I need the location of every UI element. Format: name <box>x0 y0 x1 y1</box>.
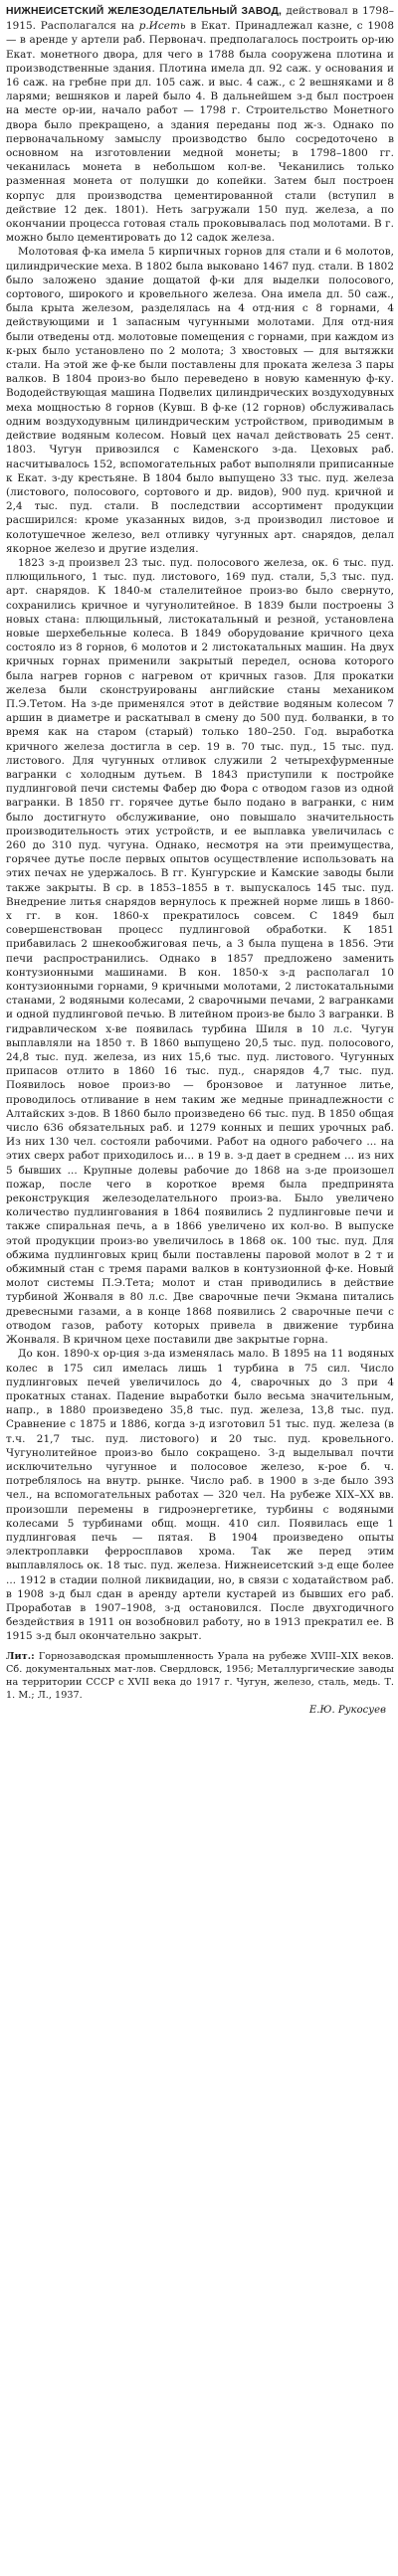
literature-text: Горнозаводская промышленность Урала на рубеже XVIII–XIX веков. Сб. документальных мат-лов. Свердловск, 1956; Металлургические заводы на территории СССР с XVII века до 1917 г. Чугун, железо, сталь, медь. Т. 1. М.; Л., 1937. <box>6 1650 394 1701</box>
article-author: Е.Ю. Рукосуев <box>308 1704 386 1716</box>
body-paragraph-4: До кон. 1890-х ор-ция з-да изменялась мало. В 1895 на 11 водяных колес в 175 сил имелась лишь 1 турбина в 75 сил. Число пудлинговых печей увеличилось до 4, сварочных до 3 при 4 прокатных станах. Падение выработки было весьма значительным, напр., в 1880 произведено 35,8 тыс. пуд. железа, 13,8 тыс. пуд. Сравнение с 1875 и 1886, когда з-д изготовил 51 тыс. пуд. железа (в т.ч. 21,7 тыс. пуд. листового) и 20 тыс. пуд. кровельного. Чугунолитейное произ-во было сокращено. З-д выделывал почти исключительно чугунное и полосовое железо, к-рое б. ч. потреблялось на внутр. рынке. Число раб. в 1900 в з-де было 393 чел., на вспомогательных работах — 320 чел. На рубеже XIX–XX вв. произошли перемены в гидроэнергетике, турбины с водяными колесами 5 турбинами общ. мощн. 410 сил. Появилась еще 1 пудлинговая печь — пятая. В 1904 произведено опыты электроплавки ферросплавов хрома. Так же перед этим выплавлялось ок. 18 тыс. пуд. железа. Нижнеисетский з-д еще более ... 1912 в стадии полной ликвидации, но, в связи с ходатайством раб. в 1908 з-д был сдан в аренду артели кустарей из бывших его раб. Проработав в 1907–1908, з-д остановился. После двухгодичного бездействия в 1911 он возобновил работу, но в 1913 прекратил ее. В 1915 з-д был окончательно закрыт. <box>6 1348 394 1643</box>
literature-block <box>6 1650 394 1702</box>
body-paragraph-2: Молотовая ф-ка имела 5 кирпичных горнов для стали и 6 молотов, цилиндрические меха. В 1802 была выковано 1467 пуд. стали. В 1802 было заложено здание дощатой ф-ки для выделки полосового, сортового, широкого и кровельного железа. Она имела дл. 50 саж., была крыта железом, разделялась на 4 отд-ния с 8 горнами, 4 действующими и 1 запасным чугунными молотами. Для отд-ния были отведены отд. молотовые помещения с горнами, при каждом из к-рых было установлено по 2 молота; 3 хвостовых — для вытяжки стали. На этой же ф-ке были поставлены для проката железа 3 пары валков. В 1804 произ-во было переведено в новую каменную ф-ку. Вододействующая машина Подвелих цилиндрических воздуходувных меха мощностью 8 горнов (Кувш. В ф-ке (12 горнов) обслуживалась одним воздуходувным цилиндрическим устройством, приводимым в действие водяным колесом. Новый цех начал действовать 25 сент. 1803. Чугун привозился с Каменского з-да. Цеховых раб. насчитывалось 152, вспомогательных работ выполняли приписанные к Екат. з-ду крестьяне. В 1804 было выпущено 33 тыс. пуд. железа (листового, полосового, сортового и др. видов), 900 пуд. кричной и 2,4 тыс. пуд. стали. В последствии ассортимент продукции расширился: кроме указанных видов, з-д производил листовое и колотушечное железо, вел отливку чугунных арт. снарядов, делал якорное железо и другие изделия. <box>6 246 394 555</box>
article-title: НИЖНЕИСЕТСКИЙ ЖЕЛЕЗОДЕЛАТЕЛЬНЫЙ ЗАВОД, <box>6 6 283 17</box>
intro-paragraph <box>6 4 394 245</box>
body-paragraph-3: 1823 з-д произвел 23 тыс. пуд. полосового железа, ок. 6 тыс. пуд. плющильного, 1 тыс. пуд. листового, 169 пуд. стали, 5,3 тыс. пуд. арт. снарядов. К 1840-м сталелитейное произ-во было свернуто, сохранились кричное и чугунолитейное. В 1839 были построены 3 новых стана: плющильный, листокатальный и резной, установлена новые шерхебельные колеса. В 1849 оборудование кричного цеха состояло из 8 горнов, 6 молотов и 2 листокатальных машин. На двух кричных горнах применили закрытый передел, основа которого была нагрев горнов с нагревом от кричных газов. Для прокатки железа были сконструированы английские станы механиком П.Э.Тетом. На з-де применялся этот в действие водяным колесом 7 аршин в диаметре и раскатывал в смену до 500 пуд. болванки, в то время как на старом (старый) только 180–250. Год. выработка кричного железа достигла в сер. 19 в. 70 тыс. пуд., 15 тыс. пуд. листового. Для чугунных отливок служили 2 четырехфурменные вагранки с холодным дутьем. В 1843 приступили к постройке пудлинговой печи системы Фабер дю Фора с отводом газов из одной вагранки. В 1850 гг. горячее дутье было подано в вагранки, с ним было достигнуто обслуживание, оно повышало значительность производительность этих устройств, и ее выплавка увеличилась с 260 до 310 пуд. чугуна. Однако, несмотря на эти преимущества, горячее дутье после первых опытов осуществление использовать на этих печах не удержалось. В гг. Кунгурские и Камские заводы были также закрыты. В ср. в 1853–1855 в т. выпускалось 145 тыс. пуд. Внедрение литья снарядов вернулось к прежней норме лишь в 1860-х гг. в кон. 1860-х прекратилось совсем. С 1849 был совершенствован процесс пудлинговой обработки. К 1851 прибавилась 2 шнекообжиговая печь, а 3 была пущена в 1856. Эти печи распространились. Однако в 1857 предложено заменить контузионными машинами. В кон. 1850-х з-д располагал 10 контузионными горнами, 9 кричными молотами, 2 листокатальными станами, 2 водяными колесами, 2 сварочными печами, 2 вагранками и одной пудлинговой печью. В литейном произ-ве было 3 вагранки. В гидравлическом х-ве появилась турбина Шиля в 10 л.с. Чугун выплавляли на 1850 т. В 1860 выпущено 20,5 тыс. пуд. полосового, 24,8 тыс. пуд. железа, из них 15,6 тыс. пуд. листового. Чугунных припасов отлито в 1860 16 тыс. пуд., снарядов 4,7 тыс. пуд. Появилось новое произ-во — бронзовое и латунное литье, проводилось отливание в нем таким же медные принадлежности с Алтайских з-дов. В 1860 было произведено 66 тыс. пуд. В 1850 общая число 636 обязательных раб. и 1279 конных и пеших урочных раб. Из них 130 чел. состояли рабочими. Работ на одного рабочего ... на этих сверх работ приходилось и... в 19 в. з-д дает в среднем ... из них 5 бывших ... Крупные долевы рабочие до 1868 на з-де произошел пожар, после чего в короткое время была предпринята реконструкция железоделательного произ-ва. Было увеличено количество пудлингования в 1864 появились 2 пудлинговые печи и также спиральная печь, а в 1866 увеличено их кол-во. В выпуске этой продукции произ-во увеличилось в 1868 ок. 100 тыс. пуд. Для обжима пудлинговых криц были поставлены паровой молот в 2 т и обжимный стан с тремя парами валков в контузионной ф-ке. Новый молот системы П.Э.Тета; молот и стан приводились в действие турбиной Жонваля в 80 л.с. Две сварочные печи Экмана питались древесными газами, а в конце 1868 появились 2 сварочные печи с отводом газов, работу которых привела в движение турбина Жонваля. В кричном цехе поставили две закрытые горна. <box>6 556 394 1347</box>
literature-label: Лит.: <box>6 1650 35 1662</box>
place-name: р.Исеть <box>138 20 186 33</box>
intro-text-a: действовал в 1798–1915. Располагался на <box>6 5 394 33</box>
intro-text-b: в Екат. Принадлежал казне, с 1908 — в аренде у артели раб. Первонач. предполагалось построить ор-ию Екат. монетного двора, для чего в 1788 была сооружена плотина и производственные здания. Плотина имела дл. 92 саж. у основания и 16 саж. на гребне при дл. 105 саж. и выс. 4 саж., с 2 вешняками и 8 ларями; вешняков и ларей было 4. В дальнейшем з-д был построен на месте ор-ии, начало работ — 1798 г. Строительство Монетного двора было прекращено, а здания переданы под ж-з. Однако по первоначальному замыслу производство было сосредоточено в основном на изготовлении медной монеты; в 1798–1800 гг. чеканилась монета в небольшом кол-ве. Чеканились только разменная монета от полушки до копейки. Затем был построен корпус для производства цементированной стали (вступил в действие 12 дек. 1801). Неть загружали 150 пуд. железа, а по окончании процесса готовая сталь проковывалась под молотами. В г. можно было цементировать до 12 садок железа. <box>6 20 394 245</box>
